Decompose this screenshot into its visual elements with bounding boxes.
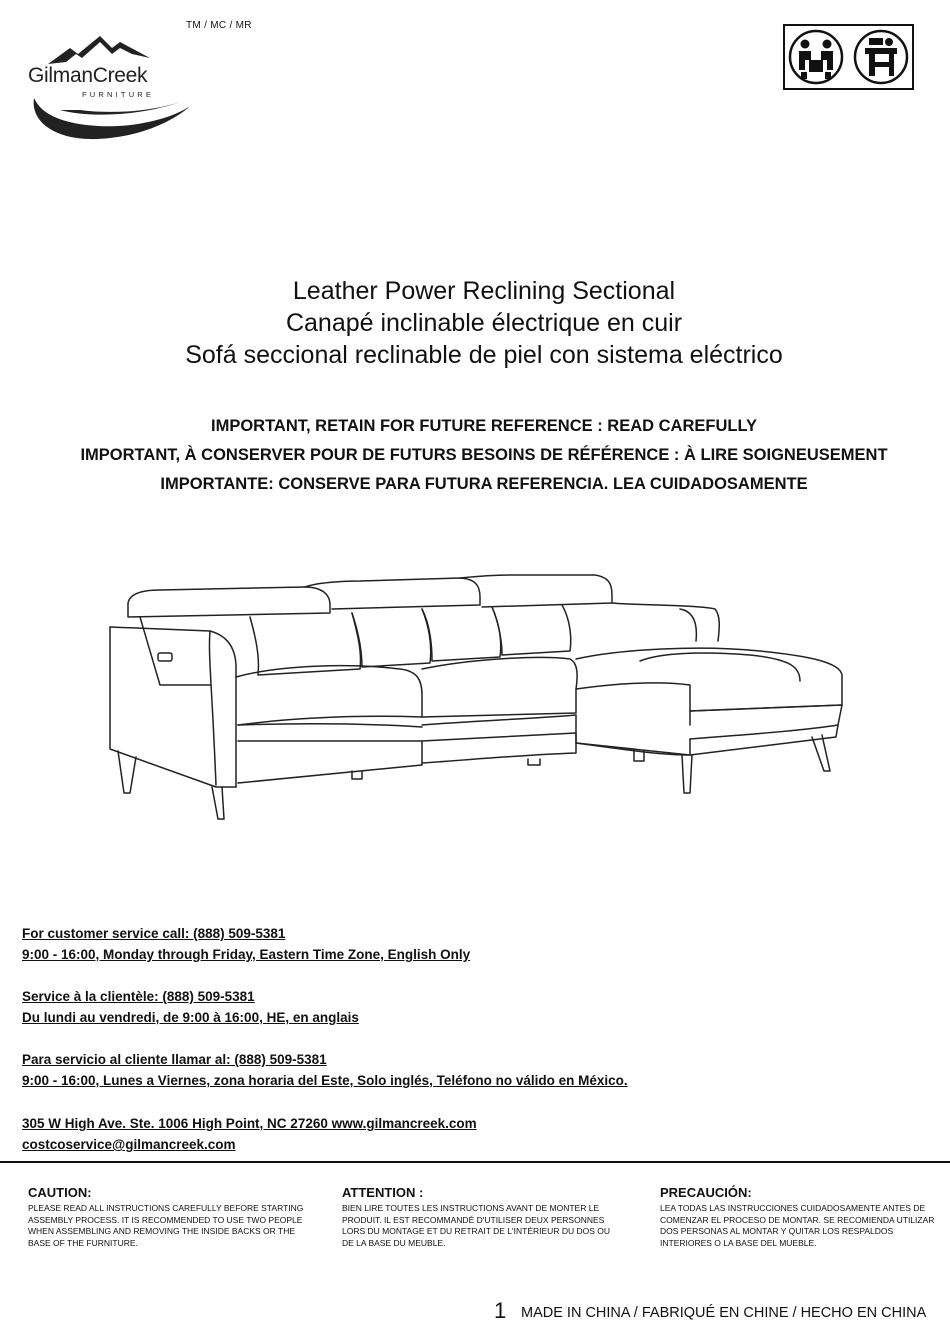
workbench-assembly-icon <box>855 31 907 83</box>
page-number: 1 <box>494 1298 507 1323</box>
contact-fr-block <box>22 986 359 1028</box>
address-line[interactable]: 305 W High Ave. Ste. 1006 High Point, NC 27260 www.gilmancreek.com <box>22 1116 477 1131</box>
contact-fr-phone: Service à la clientèle: (888) 509-5381 <box>22 989 255 1004</box>
caution-fr-text: BIEN LIRE TOUTES LES INSTRUCTIONS AVANT DE MONTER LE PRODUIT. IL EST RECOMMANDÉ D'UTILISER DEUX PERSONNES LORS DU MONTAGE ET DU RETRAIT DE L'INTÉRIEUR DU DOS OU DE LA BASE DU MEUBLE. <box>342 1203 610 1248</box>
brand-name: GilmanCreek <box>28 64 148 87</box>
contact-es-block <box>22 1049 628 1091</box>
brand-logo <box>20 28 195 148</box>
caution-fr-heading: ATTENTION : <box>342 1185 424 1200</box>
caution-es-text: LEA TODAS LAS INSTRUCCIONES CUIDADOSAMENTE ANTES DE COMENZAR EL PROCESO DE MONTAR. SE RECOMIENDA UTILIZAR DOS PERSONAS AL MONTAR Y QUITAR LOS RESPALDOS INTERIORES O LA BASE DEL MUEBLE. <box>660 1203 935 1248</box>
trademark-text: TM / MC / MR <box>186 20 252 31</box>
caution-en-heading: CAUTION: <box>28 1185 92 1200</box>
caution-en-text: PLEASE READ ALL INSTRUCTIONS CAREFULLY BEFORE STARTING ASSEMBLY PROCESS. IT IS RECOMMENDED TO USE TWO PEOPLE WHEN ASSEMBLING AND REMOVING THE INSIDE BACKS OR THE BASE OF THE FURNITURE. <box>28 1203 304 1248</box>
important-notice-es: IMPORTANTE: CONSERVE PARA FUTURA REFERENCIA. LEA CUIDADOSAMENTE <box>160 475 808 493</box>
contact-en-phone: For customer service call: (888) 509-5381 <box>22 926 286 941</box>
two-person-assembly-icon <box>790 31 842 83</box>
caution-es-heading: PRECAUCIÓN: <box>660 1185 752 1200</box>
product-title-fr: Canapé inclinable électrique en cuir <box>285 309 683 337</box>
contact-en-block <box>22 923 470 965</box>
caution-es <box>660 1185 940 1249</box>
contact-es-phone: Para servicio al cliente llamar al: (888) 509-5381 <box>22 1052 327 1067</box>
made-in-text: MADE IN CHINA / FABRIQUÉ EN CHINE / HECHO EN CHINA <box>521 1305 927 1321</box>
address-block <box>22 1113 477 1155</box>
email-link[interactable]: costcoservice@gilmancreek.com <box>22 1137 236 1152</box>
mountain-logo-icon <box>20 28 195 148</box>
important-notice-fr: IMPORTANT, À CONSERVER POUR DE FUTURS BESOINS DE RÉFÉRENCE : À LIRE SOIGNEUSEMENT <box>80 446 888 464</box>
sectional-sofa-illustration <box>100 565 860 835</box>
product-title-en: Leather Power Reclining Sectional <box>292 277 676 305</box>
product-title-es: Sofá seccional reclinable de piel con sistema eléctrico <box>185 341 783 369</box>
important-notice-en: IMPORTANT, RETAIN FOR FUTURE REFERENCE : READ CAREFULLY <box>210 417 758 435</box>
contact-fr-hours: Du lundi au vendredi, de 9:00 à 16:00, HE, en anglais <box>22 1010 359 1025</box>
contact-en-hours: 9:00 - 16:00, Monday through Friday, Eastern Time Zone, English Only <box>22 947 471 962</box>
section-divider <box>0 1161 950 1163</box>
contact-es-hours: 9:00 - 16:00, Lunes a Viernes, zona horaria del Este, Solo inglés, Teléfono no válido en México. <box>22 1073 628 1088</box>
brand-subtitle: FURNITURE <box>82 90 155 99</box>
product-title-block <box>0 275 950 371</box>
caution-fr <box>342 1185 622 1249</box>
caution-en <box>28 1185 308 1249</box>
important-notice-block <box>0 412 950 499</box>
assembly-icons-box <box>783 24 914 90</box>
